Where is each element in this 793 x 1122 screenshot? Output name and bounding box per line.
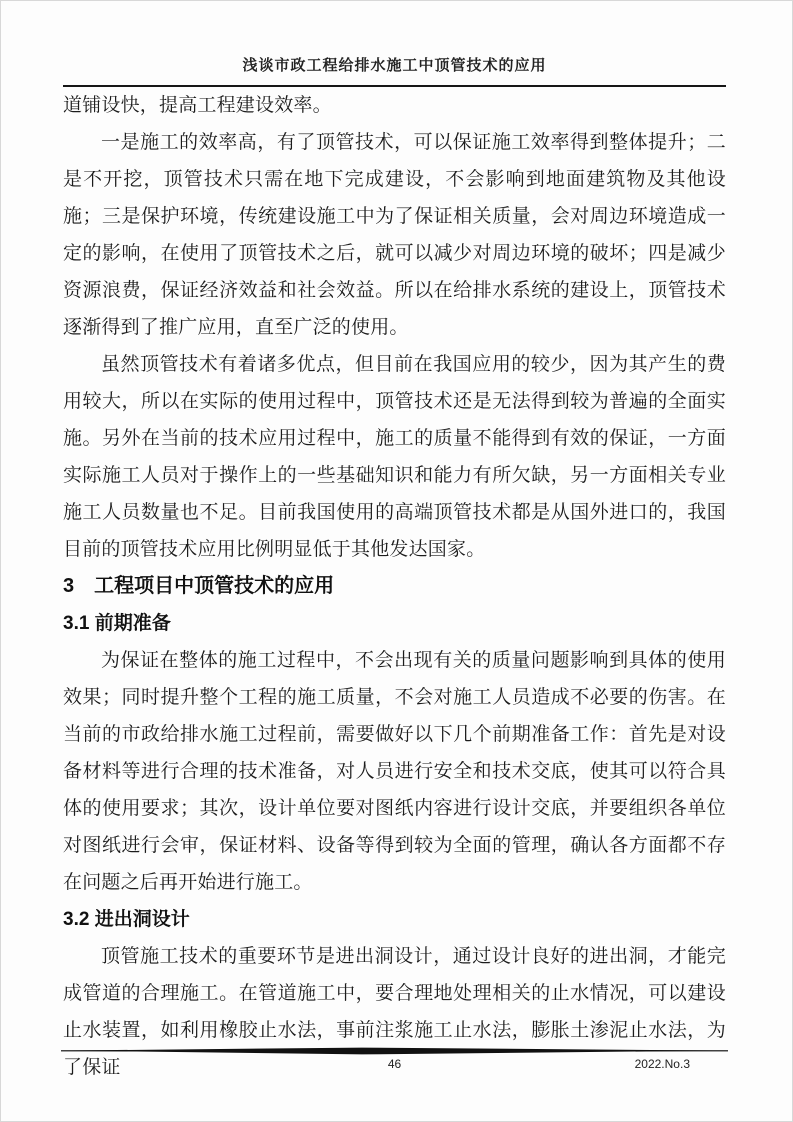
paragraph-tunnel-design: 顶管施工技术的重要环节是进出洞设计，通过设计良好的进出洞，才能完成管道的合理施工。在管道施工中，要合理地处理相关的止水情况，可以建设止水装置，如利用橡胶止水法，事前注浆施工止水法，膨胀土渗泥止水法，为了保证 xyxy=(63,946,726,1078)
paragraph-advantages: 一是施工的效率高，有了顶管技术，可以保证施工效率得到整体提升；二是不开挖，顶管技术只需在地下完成建设，不会影响到地面建筑物及其他设施；三是保护环境，传统建设施工中为了保证相关质量，会对周边环境造成一定的影响，在使用了顶管技术之后，就可以减少对周边环境的破坏；四是减少资源浪费，保证经济效益和社会效益。所以在给排水系统的建设上，顶管技术逐渐得到了推广应用，直至广泛的使用。 xyxy=(63,132,726,338)
running-title: 浅谈市政工程给排水施工中顶管技术的应用 xyxy=(242,58,547,74)
page-footer xyxy=(61,1047,728,1071)
issue-label: 2022.No.3 xyxy=(634,1057,690,1071)
page-number: 46 xyxy=(387,1057,402,1071)
footer-rule xyxy=(61,1047,728,1055)
paragraph-limitations: 虽然顶管技术有着诸多优点，但目前在我国应用的较少，因为其产生的费用较大，所以在实际的使用过程中，顶管技术还是无法得到较为普遍的全面实施。另外在当前的技术应用过程中，施工的质量不能得到有效的保证，一方面实际施工人员对于操作上的一些基础知识和能力有所欠缺，另一方面相关专业施工人员数量也不足。目前我国使用的高端顶管技术都是从国外进口的，我国目前的顶管技术应用比例明显低于其他发达国家。 xyxy=(63,354,726,560)
paragraph-preparation: 为保证在整体的施工过程中，不会出现有关的质量问题影响到具体的使用效果；同时提升整个工程的施工质量，不会对施工人员造成不必要的伤害。在当前的市政给排水施工过程前，需要做好以下几个前期准备工作：首先是对设备材料等进行合理的技术准备，对人员进行安全和技术交底，使其可以符合具体的使用要求；其次，设计单位要对图纸内容进行设计交底，并要组织各单位对图纸进行会审，保证材料、设备等得到较为全面的管理，确认各方面都不存在问题之后再开始进行施工。 xyxy=(63,650,726,893)
document-body xyxy=(63,87,726,1086)
paragraph-continued: 道铺设快，提高工程建设效率。 xyxy=(63,95,332,116)
section-heading-3: 3 工程项目中顶管技术的应用 xyxy=(63,575,335,597)
page-header xyxy=(63,1,726,87)
subsection-heading-3-1: 3.1 前期准备 xyxy=(63,613,171,634)
subsection-heading-3-2: 3.2 进出洞设计 xyxy=(63,909,190,930)
